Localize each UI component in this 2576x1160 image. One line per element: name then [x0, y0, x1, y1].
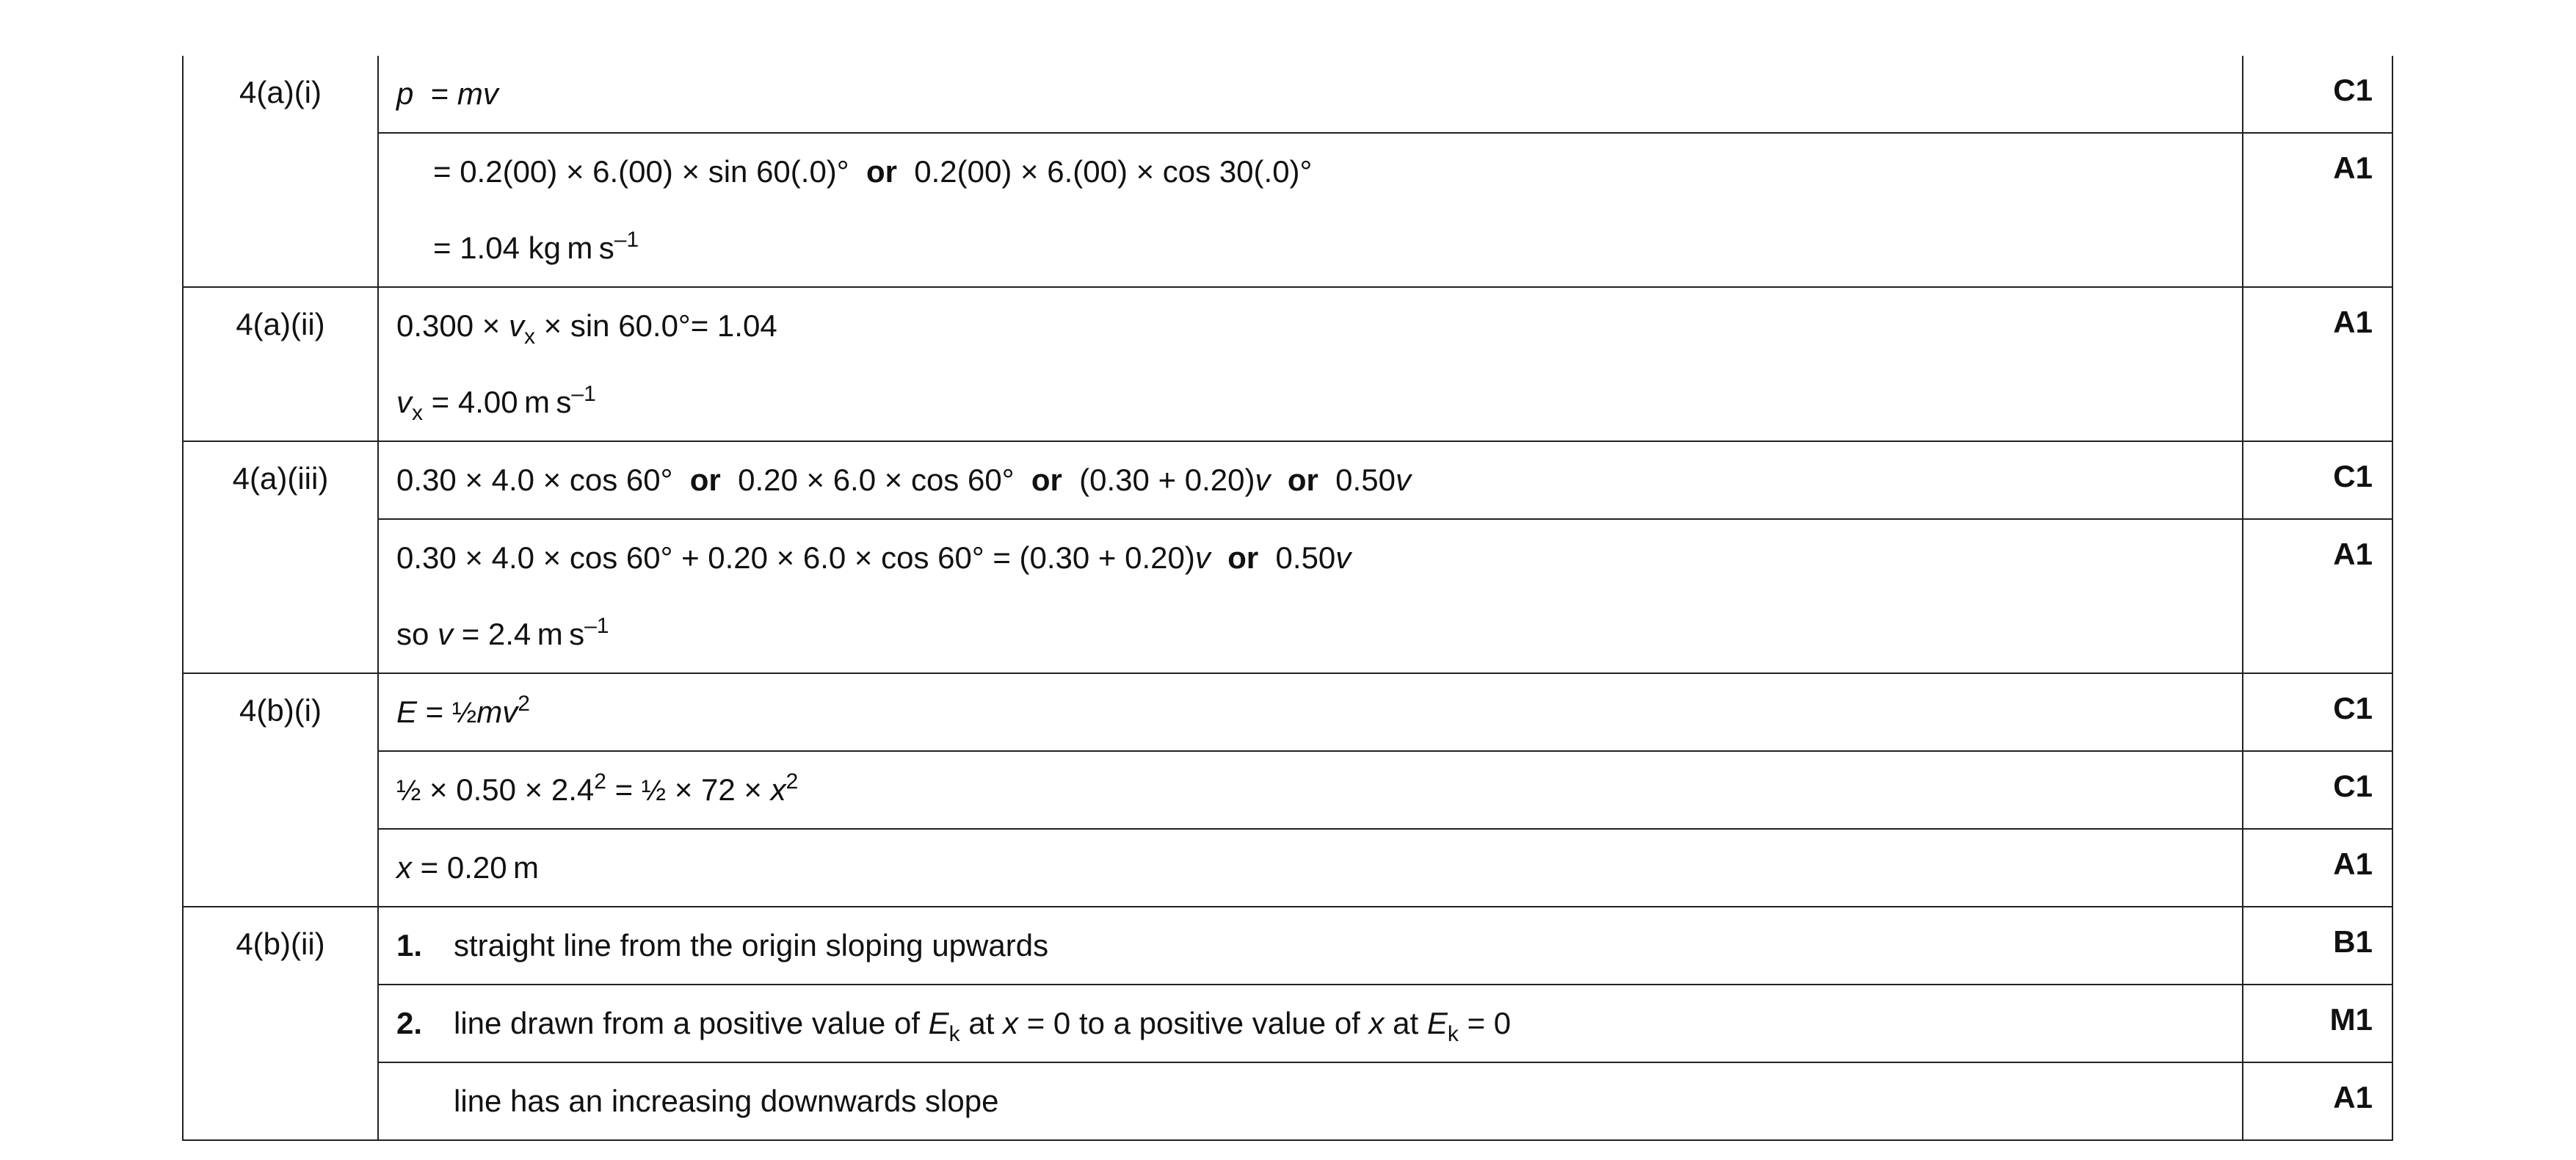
- marks-cell: [2243, 56, 2392, 133]
- answer-line: line has an increasing downwards slope: [454, 1084, 999, 1118]
- mark: A1: [2333, 151, 2373, 185]
- table-row: [183, 287, 2392, 441]
- answer-line: 0.30 × 4.0 × cos 60° or 0.20 × 6.0 × cos 60° or (0.30 + 0.20)v or 0.50v: [396, 463, 1411, 497]
- answer-line: $E = \frac{1}{2}mv^2$: [396, 692, 530, 729]
- marks-cell: [2243, 133, 2392, 287]
- table-row: [183, 751, 2392, 829]
- mark: A1: [2333, 1080, 2373, 1114]
- table-row: [183, 985, 2392, 1062]
- marks-cell: [2243, 441, 2392, 519]
- answer-cell: [378, 56, 2243, 133]
- item-number: 1.: [396, 928, 423, 963]
- table-row: [183, 1062, 2392, 1140]
- question-number: 4(a)(iii): [183, 441, 378, 673]
- answer-line: ½ × $0.50 \times 2.4^2$ = ½ × $72 \times x^2$: [396, 769, 799, 807]
- mark: A1: [2333, 847, 2373, 881]
- mark: C1: [2333, 73, 2373, 107]
- answer-cell: [378, 907, 2243, 985]
- answer-cell: [378, 287, 2243, 441]
- answer-line: 0.30 × 4.0 × cos 60° + 0.20 × 6.0 × cos 60° = (0.30 + 0.20)v or 0.50v: [396, 540, 1352, 575]
- mark: M1: [2329, 1002, 2373, 1037]
- item-number: 2.: [396, 1006, 423, 1040]
- question-number: 4(b)(ii): [183, 907, 378, 1140]
- answer-line: so v = 2.4 m $s^{-1}$: [396, 614, 609, 651]
- marks-cell: [2243, 829, 2392, 907]
- answer-line: $0.300 \times v_x \times \sin 60.0^\circ= 1.04$: [396, 308, 777, 349]
- marks-cell: [2243, 1062, 2392, 1140]
- table-row: [183, 673, 2392, 751]
- table-row: [183, 907, 2392, 985]
- answer-line: = 1.04 kg m $s^{-1}$: [433, 228, 639, 265]
- answer-cell: [378, 673, 2243, 751]
- answer-line: = 0.2(00) × 6.(00) × sin 60(.0)° or 0.2(00) × 6.(00) × cos 30(.0)°: [433, 154, 1313, 189]
- mark: B1: [2333, 924, 2373, 959]
- mark: A1: [2333, 305, 2373, 339]
- table-row: [183, 441, 2392, 519]
- question-number: 4(b)(i): [183, 673, 378, 907]
- marks-cell: [2243, 985, 2392, 1062]
- answer-line: 2. line drawn from a positive value of $E_k$ at x = 0 to a positive value of x at $E_k = 0$: [396, 985, 2242, 1062]
- marks-cell: [2243, 519, 2392, 673]
- answer-cell: [378, 133, 2243, 287]
- question-number: 4(a)(i): [183, 56, 378, 287]
- mark-scheme-table: [182, 56, 2393, 1141]
- mark: C1: [2333, 691, 2373, 725]
- answer-line: $v_x = 4.00$ m $s^{-1}$: [396, 382, 596, 425]
- mark: C1: [2333, 459, 2373, 493]
- marks-cell: [2243, 907, 2392, 985]
- answer-cell: [378, 1062, 2243, 1140]
- answer-cell: [378, 441, 2243, 519]
- answer-cell: [378, 985, 2243, 1062]
- table-row: [183, 133, 2392, 287]
- marks-cell: [2243, 673, 2392, 751]
- answer-cell: [378, 751, 2243, 829]
- mark: C1: [2333, 769, 2373, 803]
- answer-line: 1. straight line from the origin sloping upwards: [396, 907, 2242, 984]
- marks-cell: [2243, 751, 2392, 829]
- table-row: [183, 829, 2392, 907]
- answer-line: p = mv: [396, 76, 498, 111]
- mark: A1: [2333, 537, 2373, 571]
- marks-cell: [2243, 287, 2392, 441]
- table-row: [183, 56, 2392, 133]
- answer-cell: [378, 829, 2243, 907]
- question-number: 4(a)(ii): [183, 287, 378, 441]
- answer-cell: [378, 519, 2243, 673]
- table-row: [183, 519, 2392, 673]
- answer-line: x = 0.20 m: [396, 850, 540, 885]
